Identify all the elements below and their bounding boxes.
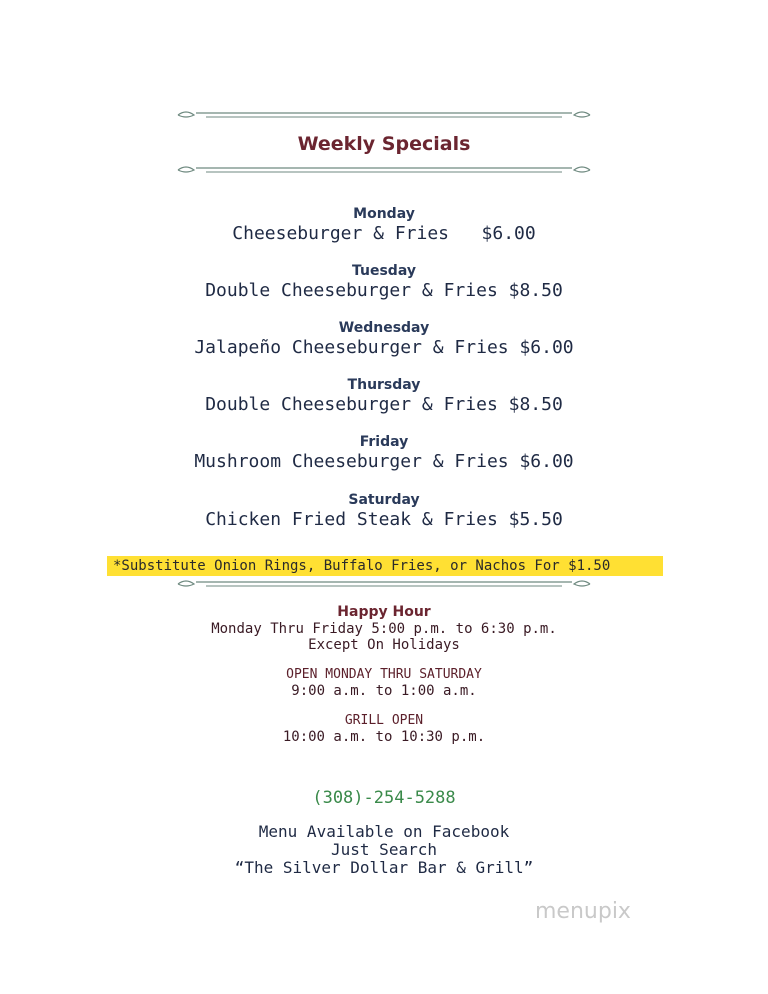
special-tuesday xyxy=(0,262,768,302)
special-item: Double Cheeseburger & Fries $8.50 xyxy=(205,394,563,415)
open-hours-section xyxy=(0,667,768,699)
special-thursday xyxy=(0,376,768,416)
menupix-watermark: menupix xyxy=(535,899,631,924)
special-day: Tuesday xyxy=(352,263,416,279)
grill-hours-heading: GRILL OPEN xyxy=(344,713,424,728)
title-bottom-divider xyxy=(172,162,596,178)
open-hours-heading: OPEN MONDAY THRU SATURDAY xyxy=(286,667,482,682)
facebook-line-2: Just Search xyxy=(331,840,437,859)
special-item: Double Cheeseburger & Fries $8.50 xyxy=(205,280,563,301)
phone-number: (308)-254-5288 xyxy=(312,788,456,808)
special-day: Monday xyxy=(353,206,415,222)
special-day: Wednesday xyxy=(338,320,430,336)
special-day: Saturday xyxy=(348,492,420,508)
special-friday xyxy=(0,433,768,473)
special-wednesday xyxy=(0,319,768,359)
happy-hour-exception: Except On Holidays xyxy=(308,637,460,653)
facebook-section xyxy=(0,823,768,877)
info-divider xyxy=(172,576,596,592)
top-divider xyxy=(172,107,596,123)
facebook-line-1: Menu Available on Facebook xyxy=(258,822,510,841)
special-item: Cheeseburger & Fries $6.00 xyxy=(232,223,536,244)
special-saturday xyxy=(0,491,768,531)
page-title: Weekly Specials xyxy=(297,133,471,155)
special-item: Jalapeño Cheeseburger & Fries $6.00 xyxy=(194,337,574,358)
special-day: Friday xyxy=(359,434,409,450)
facebook-line-3: “The Silver Dollar Bar & Grill” xyxy=(234,858,534,877)
grill-hours-times: 10:00 a.m. to 10:30 p.m. xyxy=(282,729,486,745)
happy-hour-times: Monday Thru Friday 5:00 p.m. to 6:30 p.m. xyxy=(211,621,557,637)
grill-hours-section xyxy=(0,713,768,745)
special-item: Chicken Fried Steak & Fries $5.50 xyxy=(205,509,563,530)
happy-hour-section xyxy=(0,604,768,653)
open-hours-times: 9:00 a.m. to 1:00 a.m. xyxy=(291,683,477,699)
happy-hour-heading: Happy Hour xyxy=(337,604,431,620)
special-day: Thursday xyxy=(347,377,421,393)
special-monday xyxy=(0,205,768,245)
special-item: Mushroom Cheeseburger & Fries $6.00 xyxy=(194,451,574,472)
substitute-note: *Substitute Onion Rings, Buffalo Fries, or Nachos For $1.50 xyxy=(107,556,663,576)
